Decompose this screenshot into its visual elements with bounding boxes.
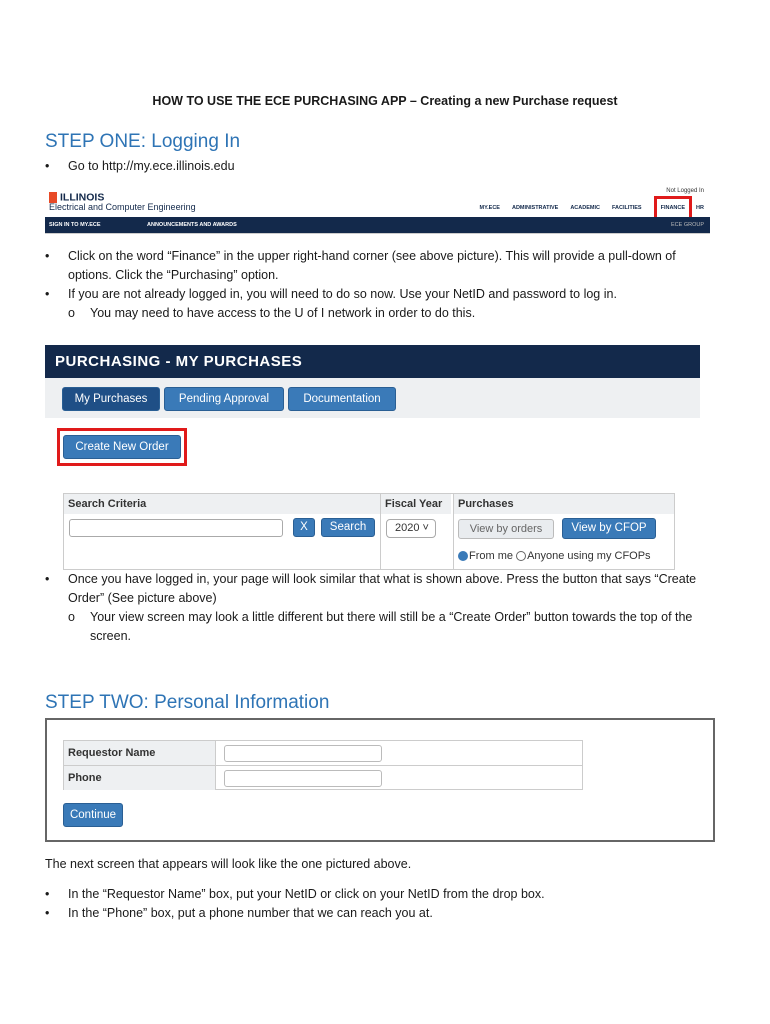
- radio-from-me-label: From me: [469, 550, 513, 562]
- fiscal-year-select[interactable]: [386, 519, 436, 538]
- phone-input[interactable]: [224, 770, 382, 787]
- radio-from-me[interactable]: [458, 551, 468, 561]
- step-one-sub-network: You may need to have access to the U of I network in order to do this.: [90, 306, 476, 320]
- search-button[interactable]: Search: [321, 518, 375, 537]
- tab-pending-approval[interactable]: Pending Approval: [164, 387, 284, 411]
- radio-anyone-label: Anyone using my CFOPs: [527, 550, 651, 562]
- tab-documentation[interactable]: Documentation: [288, 387, 396, 411]
- sub-bullet-icon: o: [68, 306, 75, 320]
- signin-link[interactable]: SIGN IN TO MY.ECE: [49, 222, 101, 228]
- personal-info-form: [63, 740, 583, 790]
- requestor-name-row: [64, 741, 582, 765]
- login-status[interactable]: Not Logged In: [666, 188, 704, 194]
- divider: [453, 494, 454, 569]
- col-fiscal-year: Fiscal Year: [381, 494, 451, 514]
- col-search-criteria: Search Criteria: [64, 494, 380, 514]
- col-purchases: Purchases: [454, 494, 674, 514]
- radio-anyone[interactable]: [516, 551, 526, 561]
- view-by-orders-button[interactable]: View by orders: [458, 519, 554, 539]
- bullet-icon: •: [45, 249, 50, 263]
- purchases-filter: [458, 550, 651, 562]
- search-input[interactable]: [69, 519, 283, 537]
- nav-myece[interactable]: MY.ECE: [479, 205, 500, 211]
- step-one-bullet-login: If you are not already logged in, you will need to do so now. Use your NetID and password to log in.: [68, 287, 617, 301]
- create-new-order-button[interactable]: Create New Order: [63, 435, 181, 459]
- ece-group-link[interactable]: ECE GROUP: [670, 222, 704, 228]
- purchasing-title: PURCHASING - MY PURCHASES: [55, 353, 303, 370]
- step-two-bullet-phone: In the “Phone” box, put a phone number that we can reach you at.: [68, 906, 433, 920]
- view-by-cfop-button[interactable]: View by CFOP: [562, 518, 656, 539]
- sub-bullet-icon: o: [68, 610, 75, 624]
- personal-info-screenshot: [45, 718, 715, 842]
- step-two-intro: The next screen that appears will look like the one pictured above.: [45, 857, 412, 871]
- divider: [380, 494, 381, 569]
- requestor-name-input[interactable]: [224, 745, 382, 762]
- header-bar: [45, 217, 710, 233]
- step-one-bullet-url: Go to http://my.ece.illinois.edu: [68, 159, 235, 173]
- bullet-icon: •: [45, 906, 50, 920]
- step-one-bullet-create: Once you have logged in, your page will look similar that what is shown above. Press the button that says “Create Order” (See picture above): [68, 572, 697, 605]
- university-name: ILLINOIS: [60, 191, 105, 204]
- department-name: Electrical and Computer Engineering: [49, 202, 196, 212]
- clear-button[interactable]: X: [293, 518, 315, 537]
- bullet-icon: •: [45, 159, 50, 173]
- nav-academic[interactable]: ACADEMIC: [570, 205, 600, 211]
- step-two-bullet-name: In the “Requestor Name” box, put your NetID or click on your NetID from the drop box.: [68, 887, 545, 901]
- bullet-icon: •: [45, 887, 50, 901]
- step-one-sub-view: Your view screen may look a little different but there will still be a “Create Order” button towards the top of the screen.: [90, 610, 693, 643]
- nav-finance-highlighted[interactable]: FINANCE: [654, 196, 692, 220]
- continue-button[interactable]: Continue: [63, 803, 123, 827]
- phone-row: [64, 765, 582, 790]
- step-one-heading: STEP ONE: Logging In: [45, 131, 241, 152]
- fiscal-year-value: 2020: [395, 522, 420, 534]
- phone-label: Phone: [64, 766, 216, 790]
- nav-administrative[interactable]: ADMINISTRATIVE: [511, 205, 559, 211]
- document-title: HOW TO USE THE ECE PURCHASING APP – Creating a new Purchase request: [152, 94, 618, 108]
- step-two-heading: STEP TWO: Personal Information: [45, 692, 330, 713]
- tab-my-purchases[interactable]: My Purchases: [62, 387, 160, 411]
- chevron-down-icon: ˅: [422, 522, 429, 534]
- bullet-icon: •: [45, 572, 50, 586]
- announcements-link[interactable]: ANNOUNCEMENTS AND AWARDS: [147, 222, 237, 228]
- nav-hr[interactable]: HR: [696, 205, 704, 211]
- purchasing-screenshot: [45, 345, 700, 568]
- requestor-name-label: Requestor Name: [64, 741, 216, 765]
- nav-facilities[interactable]: FACILITIES: [611, 205, 642, 211]
- bullet-icon: •: [45, 287, 50, 301]
- illinois-header-screenshot: [45, 184, 710, 234]
- purchasing-header: [45, 345, 700, 378]
- step-one-bullet-finance: Click on the word “Finance” in the upper right-hand corner (see above picture). This will provide a pull-down of options. Click the “Purchasing” option.: [68, 249, 676, 282]
- search-table: [63, 493, 675, 570]
